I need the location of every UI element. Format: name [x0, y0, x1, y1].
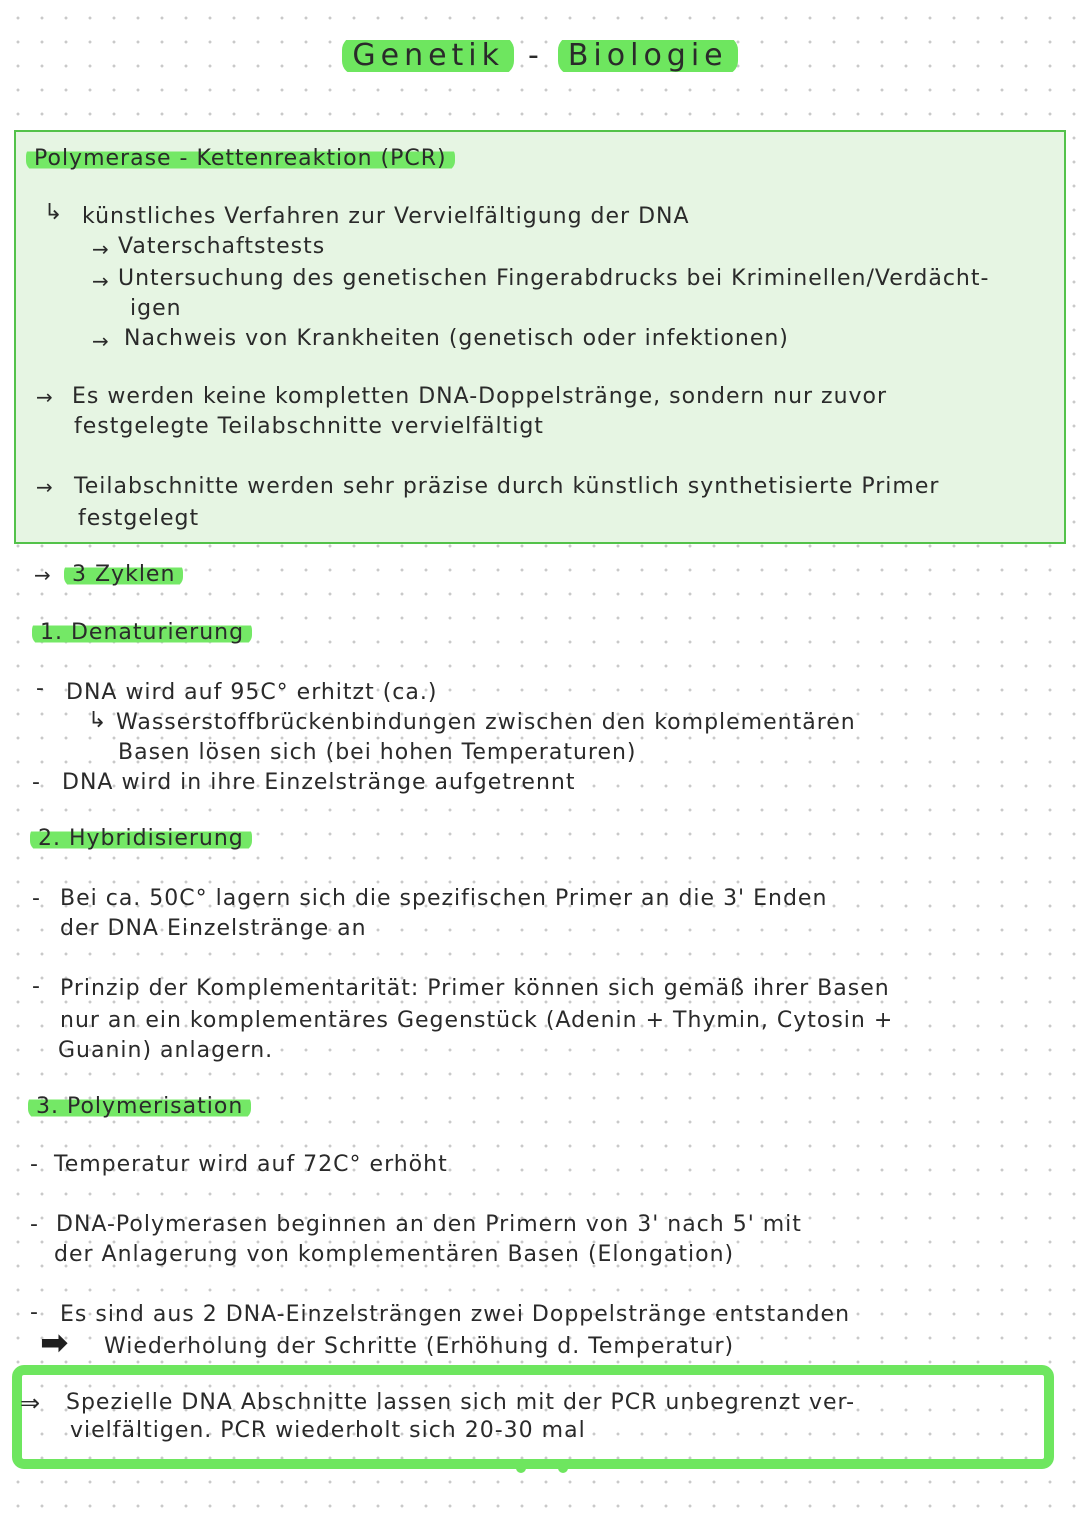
step1-dash-1: -	[36, 676, 45, 701]
step2-annealing: Bei ca. 50C° lagern sich die spezifischen Primer an die 3' Enden	[60, 886, 828, 911]
step1-heating: DNA wird auf 95C° erhitzt (ca.)	[66, 680, 438, 705]
pcr-intro-arrow: ↳	[44, 200, 64, 225]
step2-complementarity: Prinzip der Komplementarität: Primer können sich gemäß ihrer Basen	[60, 976, 890, 1001]
pcr-intro: künstliches Verfahren zur Vervielfältigung der DNA	[82, 204, 690, 229]
p2-arrow: →	[36, 475, 54, 499]
summary-line-2: vielfältigen. PCR wiederholt sich 20-30 mal	[70, 1418, 586, 1443]
summary-arrow-icon: ⇒	[20, 1389, 42, 1417]
p1-arrow: →	[36, 385, 54, 409]
pcr-use-fingerprint-cont: igen	[130, 296, 182, 321]
step2-complementarity-end: Guanin) anlagern.	[58, 1038, 274, 1063]
sub3-arrow: →	[92, 329, 110, 353]
step3-result: Es sind aus 2 DNA-Einzelsträngen zwei Doppelstränge entstanden	[60, 1302, 851, 1327]
cycles-arrow: →	[34, 563, 52, 587]
step1-heading: 1. Denaturierung	[32, 620, 252, 646]
sub1-arrow: →	[92, 237, 110, 261]
step3-dash-2: -	[30, 1212, 39, 1237]
step3-temperature: Temperatur wird auf 72C° erhöht	[54, 1152, 448, 1177]
step2-annealing-cont: der DNA Einzelstränge an	[60, 916, 367, 941]
repeat-arrow-icon: ➡	[40, 1323, 70, 1363]
cycles-heading: 3 Zyklen	[64, 562, 183, 588]
step2-dash-1: -	[32, 886, 41, 911]
title-separator: -	[528, 38, 544, 73]
summary-box	[12, 1365, 1054, 1469]
step1-arrow: ↳	[88, 708, 108, 733]
pcr-use-fingerprint: Untersuchung des genetischen Fingerabdrucks bei Kriminellen/Verdächt-	[118, 266, 990, 291]
step1-hbonds-cont: Basen lösen sich (bei hohen Temperaturen)	[118, 740, 637, 765]
step2-heading: 2. Hybridisierung	[30, 826, 252, 852]
pcr-heading: Polymerase - Kettenreaktion (PCR)	[26, 146, 455, 172]
step1-hbonds: Wasserstoffbrückenbindungen zwischen den komplementären	[116, 710, 856, 735]
step3-heading: 3. Polymerisation	[28, 1094, 251, 1120]
step2-dash-2: -	[32, 974, 41, 999]
step3-polymerase-cont: der Anlagerung von komplementären Basen (Elongation)	[54, 1242, 735, 1267]
pcr-note-1: Es werden keine kompletten DNA-Doppelstränge, sondern nur zuvor	[72, 384, 888, 409]
page-title	[0, 38, 1080, 73]
step3-dash-3: -	[30, 1300, 39, 1325]
step3-dash-1: -	[30, 1152, 39, 1177]
title-biologie: Biologie	[558, 36, 738, 75]
step2-complementarity-cont: nur an ein komplementäres Gegenstück (Adenin + Thymin, Cytosin +	[60, 1008, 894, 1033]
summary-line-1: Spezielle DNA Abschnitte lassen sich mit der PCR unbegrenzt ver-	[66, 1390, 856, 1415]
step3-repeat: Wiederholung der Schritte (Erhöhung d. Temperatur)	[104, 1334, 735, 1359]
decorative-dots	[516, 1458, 600, 1477]
pcr-note-2-cont: festgelegt	[78, 506, 200, 531]
pcr-use-disease: Nachweis von Krankheiten (genetisch oder infektionen)	[124, 326, 789, 351]
sub2-arrow: →	[92, 269, 110, 293]
step3-polymerase: DNA-Polymerasen beginnen an den Primern von 3' nach 5' mit	[56, 1212, 802, 1237]
pcr-use-paternity: Vaterschaftstests	[118, 234, 326, 259]
title-genetik: Genetik	[342, 36, 514, 75]
step1-dash-2: -	[32, 770, 41, 795]
pcr-note-2: Teilabschnitte werden sehr präzise durch künstlich synthetisierte Primer	[74, 474, 940, 499]
step1-separation: DNA wird in ihre Einzelstränge aufgetrennt	[62, 770, 576, 795]
pcr-note-1-cont: festgelegte Teilabschnitte vervielfältigt	[74, 414, 544, 439]
